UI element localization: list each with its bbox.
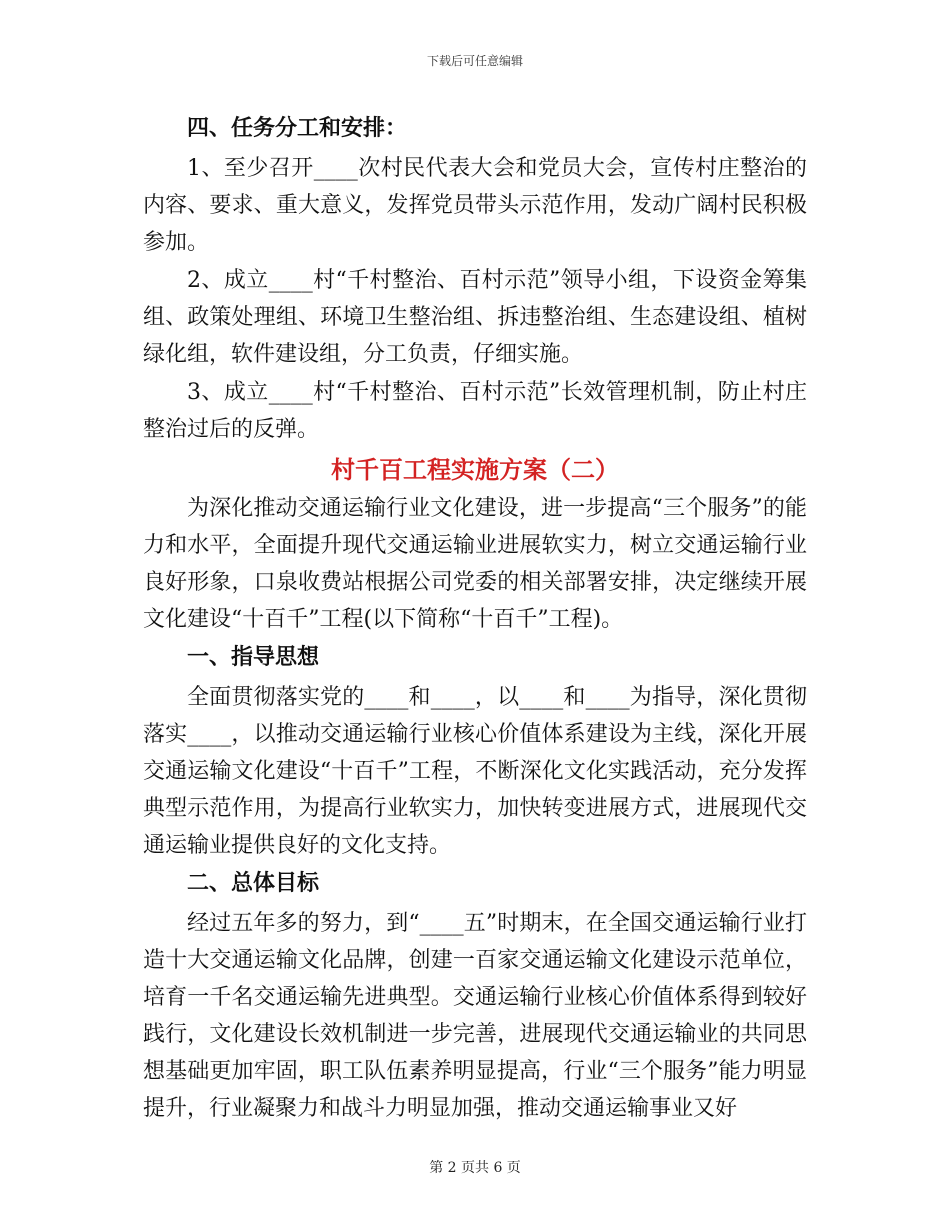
page-header: 下载后可任意编辑 bbox=[426, 54, 523, 68]
overall-goal-paragraph: 经过五年多的努力，到“____五”时期末，在全国交通运输行业打造十大交通运输文化品牌，创建一百家交通运输文化建设示范单位，培育一千名交通运输先进典型。交通运输行业核心价值体系得到较好践行，文化建设长效机制进一步完善，进展现代交通运输业的共同思想基础更加牢固，职工队伍素养明显提高，行业“三个服务”能力明显提升，行业凝聚力和战斗力明显加强，推动交通运输事业又好 bbox=[143, 911, 807, 1121]
task-item-2: 2、成立____村“千村整治、百村示范”领导小组，下设资金筹集组、政策处理组、环境卫生整治组、拆违整治组、生态建设组、植树绿化组，软件建设组，分工负责，仔细实施。 bbox=[143, 268, 807, 367]
document-title: 村千百工程实施方案（二） bbox=[331, 455, 619, 484]
task-item-3: 3、成立____村“千村整治、百村示范”长效管理机制，防止村庄整治过后的反弹。 bbox=[143, 380, 807, 442]
section-heading-guiding-ideology: 一、指导思想 bbox=[187, 645, 320, 670]
document-body bbox=[143, 109, 807, 1127]
guiding-ideology-paragraph: 全面贯彻落实党的____和____，以____和____为指导，深化贯彻落实____，以推动交通运输行业核心价值体系建设为主线，深化开展交通运输文化建设“十百千”工程，不断深化文化实践活动，充分发挥典型示范作用，为提高行业软实力，加快转变进展方式，进展现代交通运输业提供良好的文化支持。 bbox=[143, 685, 807, 858]
task-item-1: 1、至少召开____次村民代表大会和党员大会，宣传村庄整治的内容、要求、重大意义，发挥党员带头示范作用，发动广阔村民积极参加。 bbox=[143, 156, 807, 255]
section-heading-overall-goal: 二、总体目标 bbox=[187, 871, 320, 896]
page-number-footer: 第 2 页共 6 页 bbox=[429, 1160, 521, 1176]
section-heading-task-division: 四、任务分工和安排： bbox=[187, 116, 408, 141]
intro-paragraph: 为深化推动交通运输行业文化建设，进一步提高“三个服务”的能力和水平，全面提升现代交通运输业进展软实力，树立交通运输行业良好形象，口泉收费站根据公司党委的相关部署安排，决定继续开展文化建设“十百千”工程(以下简称“十百千”工程)。 bbox=[143, 496, 807, 632]
